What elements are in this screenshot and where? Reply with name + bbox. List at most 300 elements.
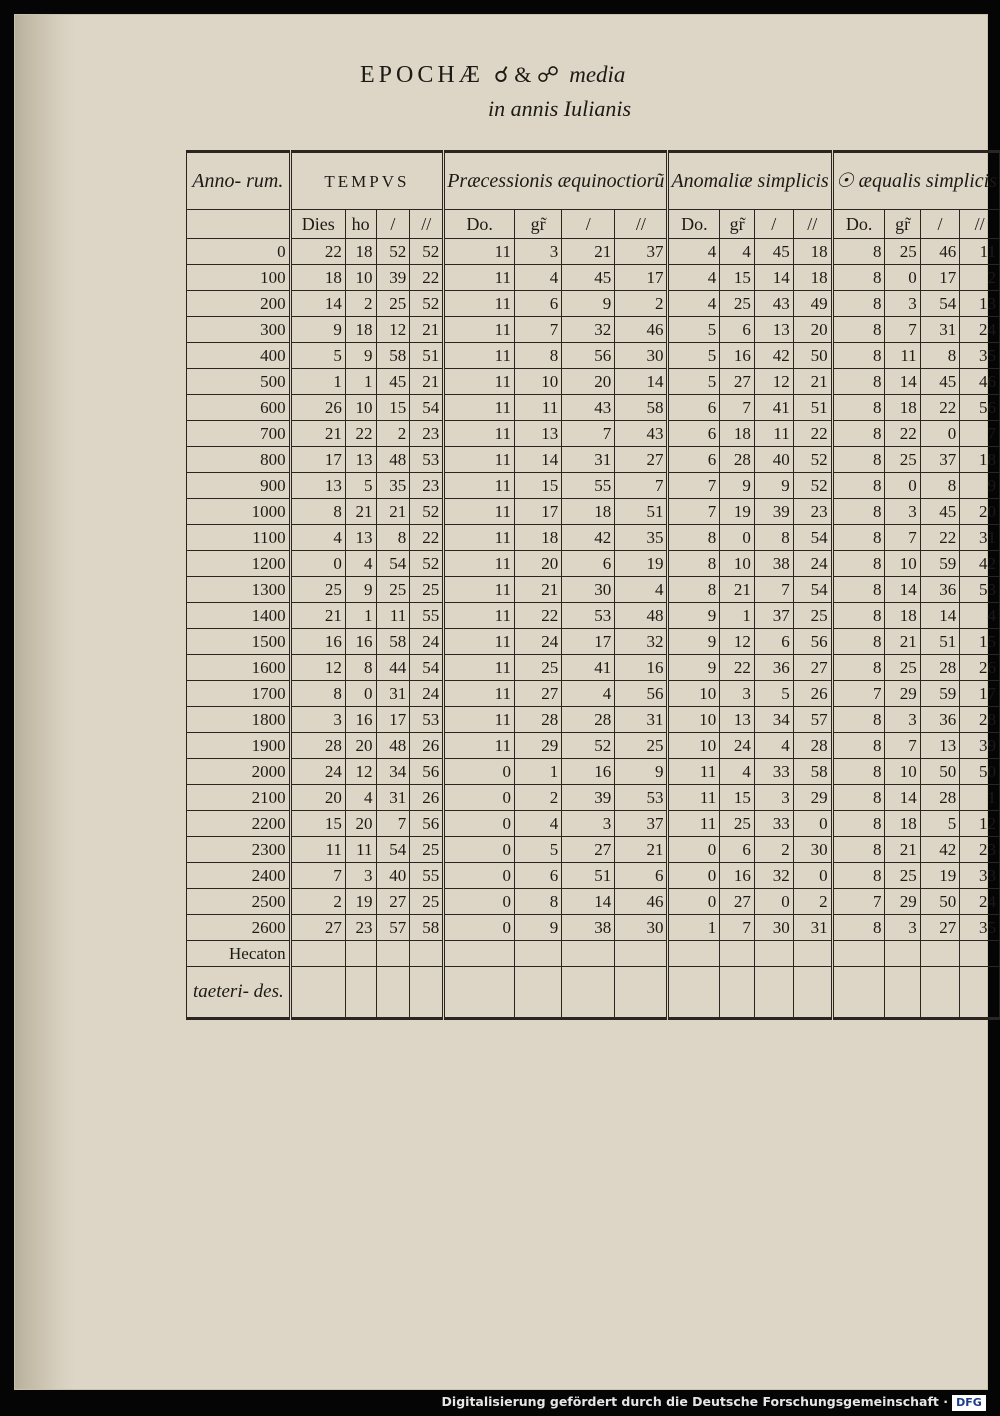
value-cell: 14 (885, 577, 920, 603)
value-cell: 17 (562, 629, 615, 655)
value-cell: 28 (920, 785, 960, 811)
value-cell: 22 (920, 395, 960, 421)
value-cell: 19 (920, 863, 960, 889)
value-cell: 22 (345, 421, 376, 447)
value-cell: 30 (615, 915, 668, 941)
value-cell: 13 (754, 317, 793, 343)
value-cell: 9 (562, 291, 615, 317)
empty-cell (562, 941, 615, 967)
value-cell: 11 (515, 395, 562, 421)
table-row (187, 525, 1000, 551)
subheader-cell: // (793, 210, 832, 239)
value-cell: 48 (376, 733, 410, 759)
value-cell: 42 (754, 343, 793, 369)
value-cell: 7 (754, 577, 793, 603)
value-cell: 25 (885, 239, 920, 265)
value-cell: 9 (515, 915, 562, 941)
value-cell: 55 (410, 603, 444, 629)
table-footer-row (187, 967, 1000, 1019)
value-cell: 0 (793, 811, 832, 837)
subheader-cell: Do. (832, 210, 885, 239)
value-cell: 52 (562, 733, 615, 759)
value-cell: 7 (832, 889, 885, 915)
value-cell: 54 (376, 837, 410, 863)
value-cell: 54 (793, 577, 832, 603)
value-cell: 5 (668, 317, 720, 343)
value-cell: 8 (668, 525, 720, 551)
empty-cell (793, 967, 832, 1019)
subheader-cell: // (615, 210, 668, 239)
value-cell: 42 (562, 525, 615, 551)
subheader-cell: / (920, 210, 960, 239)
value-cell: 27 (290, 915, 345, 941)
value-cell: 1 (960, 785, 1000, 811)
value-cell: 11 (668, 785, 720, 811)
value-cell: 8 (515, 343, 562, 369)
epoch-table (186, 150, 1000, 1020)
year-cell: 1200 (187, 551, 291, 577)
value-cell: 13 (290, 473, 345, 499)
year-cell: 200 (187, 291, 291, 317)
table-row (187, 343, 1000, 369)
value-cell: 8 (832, 317, 885, 343)
value-cell: 56 (410, 811, 444, 837)
value-cell: 35 (615, 525, 668, 551)
value-cell: 3 (885, 707, 920, 733)
value-cell: 11 (345, 837, 376, 863)
value-cell: 39 (960, 733, 1000, 759)
page-gutter-shadow (15, 15, 75, 1389)
value-cell: 40 (754, 447, 793, 473)
value-cell: 7 (720, 915, 755, 941)
value-cell: 33 (960, 863, 1000, 889)
value-cell: 1 (290, 369, 345, 395)
value-cell: 18 (885, 395, 920, 421)
value-cell: 24 (720, 733, 755, 759)
value-cell: 11 (754, 421, 793, 447)
value-cell: 17 (515, 499, 562, 525)
empty-cell (793, 941, 832, 967)
value-cell: 56 (410, 759, 444, 785)
value-cell: 18 (345, 239, 376, 265)
value-cell: 1 (720, 603, 755, 629)
empty-cell (832, 941, 885, 967)
value-cell: 11 (444, 447, 515, 473)
table-subheader-row (187, 210, 1000, 239)
value-cell: 6 (515, 291, 562, 317)
value-cell: 11 (444, 525, 515, 551)
value-cell: 9 (960, 473, 1000, 499)
value-cell: 35 (960, 343, 1000, 369)
value-cell: 10 (515, 369, 562, 395)
value-cell: 28 (720, 447, 755, 473)
value-cell: 26 (793, 681, 832, 707)
value-cell: 7 (562, 421, 615, 447)
value-cell: 7 (668, 473, 720, 499)
value-cell: 33 (754, 759, 793, 785)
value-cell: 26 (410, 785, 444, 811)
value-cell: 0 (444, 889, 515, 915)
value-cell: 46 (920, 239, 960, 265)
value-cell: 23 (793, 499, 832, 525)
value-cell: 27 (720, 369, 755, 395)
value-cell: 58 (376, 343, 410, 369)
value-cell: 10 (345, 395, 376, 421)
subheader-cell: gr̃ (885, 210, 920, 239)
table-row (187, 603, 1000, 629)
value-cell: 14 (290, 291, 345, 317)
value-cell: 8 (668, 551, 720, 577)
value-cell: 25 (410, 889, 444, 915)
value-cell: 15 (720, 785, 755, 811)
value-cell: 5 (515, 837, 562, 863)
value-cell: 14 (920, 603, 960, 629)
value-cell: 3 (290, 707, 345, 733)
value-cell: 25 (376, 577, 410, 603)
value-cell: 31 (793, 915, 832, 941)
value-cell: 20 (345, 733, 376, 759)
value-cell: 50 (793, 343, 832, 369)
value-cell: 11 (444, 265, 515, 291)
value-cell: 14 (885, 785, 920, 811)
value-cell: 51 (562, 863, 615, 889)
value-cell: 11 (960, 239, 1000, 265)
year-cell: 0 (187, 239, 291, 265)
value-cell: 21 (885, 837, 920, 863)
value-cell: 7 (720, 395, 755, 421)
value-cell: 8 (515, 889, 562, 915)
table-row (187, 863, 1000, 889)
value-cell: 11 (444, 291, 515, 317)
value-cell: 32 (562, 317, 615, 343)
value-cell: 22 (920, 525, 960, 551)
value-cell: 58 (410, 915, 444, 941)
year-cell: 1700 (187, 681, 291, 707)
value-cell: 4 (960, 603, 1000, 629)
title-symbols: ☌ & ☍ (494, 62, 560, 87)
value-cell: 28 (920, 655, 960, 681)
table-row (187, 681, 1000, 707)
value-cell: 28 (793, 733, 832, 759)
hecaton-label: Hecaton (187, 941, 291, 967)
value-cell: 53 (615, 785, 668, 811)
table-row (187, 265, 1000, 291)
value-cell: 0 (720, 525, 755, 551)
value-cell: 52 (410, 499, 444, 525)
value-cell: 25 (720, 811, 755, 837)
page-subtitle: in annis Iulianis (488, 96, 632, 121)
value-cell: 9 (290, 317, 345, 343)
value-cell: 51 (615, 499, 668, 525)
value-cell: 41 (562, 655, 615, 681)
value-cell: 4 (668, 291, 720, 317)
value-cell: 14 (754, 265, 793, 291)
year-cell: 100 (187, 265, 291, 291)
empty-cell (960, 967, 1000, 1019)
value-cell: 25 (793, 603, 832, 629)
value-cell: 31 (562, 447, 615, 473)
empty-cell (290, 967, 345, 1019)
value-cell: 6 (720, 317, 755, 343)
value-cell: 25 (376, 291, 410, 317)
empty-cell (832, 967, 885, 1019)
value-cell: 2 (376, 421, 410, 447)
year-cell: 400 (187, 343, 291, 369)
value-cell: 11 (444, 681, 515, 707)
value-cell: 23 (410, 421, 444, 447)
value-cell: 14 (885, 369, 920, 395)
value-cell: 21 (562, 239, 615, 265)
footer-credit: Digitalisierung gefördert durch die Deutsche Forschungsgemeinschaft · (441, 1394, 948, 1409)
value-cell: 59 (920, 681, 960, 707)
value-cell: 14 (615, 369, 668, 395)
value-cell: 45 (376, 369, 410, 395)
empty-cell (754, 941, 793, 967)
value-cell: 45 (920, 369, 960, 395)
table-row (187, 499, 1000, 525)
value-cell: 7 (832, 681, 885, 707)
value-cell: 29 (885, 681, 920, 707)
value-cell: 22 (290, 239, 345, 265)
value-cell: 56 (960, 395, 1000, 421)
value-cell: 34 (754, 707, 793, 733)
value-cell: 22 (410, 525, 444, 551)
value-cell: 13 (345, 525, 376, 551)
value-cell: 8 (832, 863, 885, 889)
table-header-row (187, 152, 1000, 210)
year-cell: 700 (187, 421, 291, 447)
value-cell: 15 (960, 629, 1000, 655)
value-cell: 31 (376, 785, 410, 811)
value-cell: 36 (920, 707, 960, 733)
table-row (187, 785, 1000, 811)
value-cell: 44 (376, 655, 410, 681)
value-cell: 2 (615, 291, 668, 317)
value-cell: 25 (615, 733, 668, 759)
value-cell: 9 (720, 473, 755, 499)
value-cell: 10 (345, 265, 376, 291)
value-cell: 22 (885, 421, 920, 447)
year-cell: 300 (187, 317, 291, 343)
value-cell: 25 (720, 291, 755, 317)
value-cell: 37 (920, 447, 960, 473)
subheader-cell: Do. (444, 210, 515, 239)
value-cell: 30 (562, 577, 615, 603)
value-cell: 19 (345, 889, 376, 915)
value-cell: 12 (345, 759, 376, 785)
value-cell: 5 (345, 473, 376, 499)
value-cell: 43 (754, 291, 793, 317)
value-cell: 22 (515, 603, 562, 629)
value-cell: 34 (376, 759, 410, 785)
empty-cell (410, 941, 444, 967)
value-cell: 58 (615, 395, 668, 421)
value-cell: 21 (515, 577, 562, 603)
value-cell: 0 (754, 889, 793, 915)
year-cell: 2400 (187, 863, 291, 889)
value-cell: 8 (920, 343, 960, 369)
value-cell: 13 (345, 447, 376, 473)
value-cell: 53 (562, 603, 615, 629)
value-cell: 36 (754, 655, 793, 681)
value-cell: 18 (290, 265, 345, 291)
value-cell: 8 (832, 265, 885, 291)
value-cell: 6 (668, 421, 720, 447)
table-row (187, 551, 1000, 577)
value-cell: 6 (668, 447, 720, 473)
value-cell: 27 (920, 915, 960, 941)
dfg-logo: DFG (952, 1395, 986, 1411)
value-cell: 0 (345, 681, 376, 707)
value-cell: 11 (444, 629, 515, 655)
value-cell: 8 (920, 473, 960, 499)
value-cell: 8 (832, 837, 885, 863)
value-cell: 4 (668, 265, 720, 291)
year-cell: 1100 (187, 525, 291, 551)
digitization-footer (0, 1390, 1000, 1416)
year-cell: 2600 (187, 915, 291, 941)
value-cell: 18 (345, 317, 376, 343)
value-cell: 21 (345, 499, 376, 525)
value-cell: 26 (290, 395, 345, 421)
value-cell: 50 (960, 759, 1000, 785)
year-cell: 600 (187, 395, 291, 421)
table-row (187, 239, 1000, 265)
value-cell: 15 (720, 265, 755, 291)
value-cell: 0 (444, 811, 515, 837)
empty-cell (376, 967, 410, 1019)
value-cell: 56 (562, 343, 615, 369)
value-cell: 7 (668, 499, 720, 525)
value-cell: 24 (793, 551, 832, 577)
title-main: EPOCHÆ (360, 62, 485, 88)
header-annorum: Anno- rum. (187, 152, 291, 210)
value-cell: 10 (668, 733, 720, 759)
value-cell: 21 (290, 603, 345, 629)
value-cell: 0 (793, 863, 832, 889)
empty-cell (920, 941, 960, 967)
value-cell: 37 (615, 811, 668, 837)
value-cell: 29 (515, 733, 562, 759)
year-cell: 1900 (187, 733, 291, 759)
empty-cell (562, 967, 615, 1019)
value-cell: 11 (668, 811, 720, 837)
table-row (187, 421, 1000, 447)
year-cell: 2300 (187, 837, 291, 863)
value-cell: 51 (410, 343, 444, 369)
value-cell: 20 (515, 551, 562, 577)
value-cell: 20 (960, 499, 1000, 525)
value-cell: 4 (345, 551, 376, 577)
value-cell: 4 (290, 525, 345, 551)
value-cell: 33 (754, 811, 793, 837)
value-cell: 20 (290, 785, 345, 811)
value-cell: 59 (920, 551, 960, 577)
value-cell: 51 (793, 395, 832, 421)
value-cell: 8 (832, 499, 885, 525)
value-cell: 54 (793, 525, 832, 551)
value-cell: 18 (720, 421, 755, 447)
empty-cell (754, 967, 793, 1019)
value-cell: 27 (793, 655, 832, 681)
value-cell: 29 (885, 889, 920, 915)
empty-cell (410, 967, 444, 1019)
value-cell: 3 (754, 785, 793, 811)
header-tempus: TEMPVS (290, 152, 444, 210)
value-cell: 11 (668, 759, 720, 785)
value-cell: 0 (885, 265, 920, 291)
table-row (187, 759, 1000, 785)
hecatontaeterides-label: taeteri- des. (187, 967, 291, 1019)
value-cell: 4 (615, 577, 668, 603)
value-cell: 9 (668, 603, 720, 629)
value-cell: 0 (444, 915, 515, 941)
value-cell: 24 (410, 681, 444, 707)
value-cell: 16 (720, 863, 755, 889)
table-row (187, 629, 1000, 655)
value-cell: 31 (920, 317, 960, 343)
value-cell: 7 (290, 863, 345, 889)
year-cell: 2000 (187, 759, 291, 785)
value-cell: 3 (885, 915, 920, 941)
value-cell: 11 (444, 343, 515, 369)
value-cell: 16 (615, 655, 668, 681)
value-cell: 41 (754, 395, 793, 421)
value-cell: 54 (410, 395, 444, 421)
value-cell: 16 (562, 759, 615, 785)
value-cell: 25 (515, 655, 562, 681)
value-cell: 22 (793, 421, 832, 447)
value-cell: 42 (960, 551, 1000, 577)
value-cell: 24 (410, 629, 444, 655)
value-cell: 8 (376, 525, 410, 551)
value-cell: 32 (615, 629, 668, 655)
value-cell: 15 (515, 473, 562, 499)
value-cell: 23 (345, 915, 376, 941)
value-cell: 53 (410, 447, 444, 473)
table-row (187, 837, 1000, 863)
value-cell: 7 (960, 421, 1000, 447)
value-cell: 14 (562, 889, 615, 915)
subheader-cell: / (376, 210, 410, 239)
value-cell: 8 (668, 577, 720, 603)
value-cell: 18 (960, 447, 1000, 473)
value-cell: 4 (754, 733, 793, 759)
value-cell: 2 (754, 837, 793, 863)
value-cell: 12 (376, 317, 410, 343)
value-cell: 8 (832, 785, 885, 811)
table-row (187, 291, 1000, 317)
value-cell: 10 (720, 551, 755, 577)
value-cell: 31 (615, 707, 668, 733)
value-cell: 11 (444, 603, 515, 629)
value-cell: 46 (615, 889, 668, 915)
empty-cell (615, 967, 668, 1019)
value-cell: 7 (615, 473, 668, 499)
value-cell: 52 (410, 551, 444, 577)
value-cell: 8 (832, 473, 885, 499)
value-cell: 21 (720, 577, 755, 603)
value-cell: 38 (562, 915, 615, 941)
year-cell: 1000 (187, 499, 291, 525)
value-cell: 5 (290, 343, 345, 369)
value-cell: 5 (668, 343, 720, 369)
value-cell: 21 (376, 499, 410, 525)
value-cell: 8 (832, 239, 885, 265)
value-cell: 8 (832, 629, 885, 655)
value-cell: 2 (515, 785, 562, 811)
value-cell: 7 (885, 525, 920, 551)
